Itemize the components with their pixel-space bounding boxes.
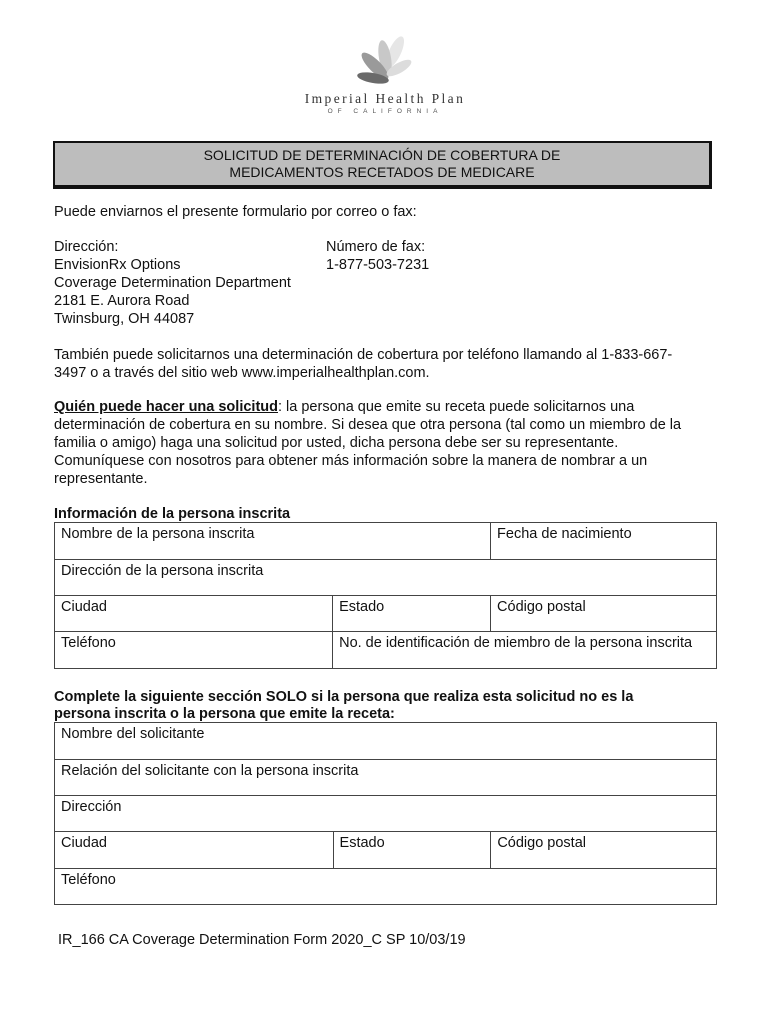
intro-text: Puede enviarnos el presente formulario por correo o fax: bbox=[54, 204, 417, 220]
who-may-request-line: representante. bbox=[54, 471, 148, 487]
enrollee-address-label: Dirección de la persona inscrita bbox=[61, 563, 264, 579]
enrollee-member-id-field[interactable] bbox=[333, 632, 717, 669]
enrollee-dob-label: Fecha de nacimiento bbox=[497, 526, 632, 542]
form-title bbox=[53, 141, 712, 189]
enrollee-phone-label: Teléfono bbox=[61, 635, 116, 651]
requester-section-title-line: Complete la siguiente sección SOLO si la persona que realiza esta solicitud no es la bbox=[54, 689, 634, 705]
requester-city-label: Ciudad bbox=[61, 835, 107, 851]
enrollee-zip-label: Código postal bbox=[497, 599, 586, 615]
phone-paragraph bbox=[54, 346, 714, 382]
enrollee-info-table bbox=[54, 522, 717, 669]
requester-state-field[interactable] bbox=[333, 832, 491, 869]
requester-state-label: Estado bbox=[339, 835, 385, 851]
fax-block bbox=[326, 238, 429, 274]
requester-info-table bbox=[54, 722, 717, 905]
enrollee-address-field[interactable] bbox=[55, 560, 717, 596]
phone-paragraph-line: También puede solicitarnos una determinación de cobertura por teléfono llamando al 1-833-667- bbox=[54, 347, 673, 363]
brand-name: Imperial Health Plan bbox=[304, 91, 466, 106]
who-may-request-paragraph bbox=[54, 398, 714, 488]
requester-address-field[interactable] bbox=[55, 796, 717, 832]
form-footer-code: IR_166 CA Coverage Determination Form 2020_C SP 10/03/19 bbox=[58, 932, 466, 948]
enrollee-name-label: Nombre de la persona inscrita bbox=[61, 526, 255, 542]
requester-phone-field[interactable] bbox=[55, 869, 717, 905]
enrollee-city-field[interactable] bbox=[55, 596, 333, 632]
imperial-health-plan-logo bbox=[285, 36, 485, 120]
phone-paragraph-line: 3497 o a través del sitio web www.imperialhealthplan.com. bbox=[54, 365, 430, 381]
requester-name-field[interactable] bbox=[55, 723, 717, 760]
requester-section-title-line: persona inscrita o la persona que emite la receta: bbox=[54, 706, 395, 722]
requester-relation-label: Relación del solicitante con la persona inscrita bbox=[61, 763, 359, 779]
address-label: Dirección: bbox=[54, 239, 119, 255]
requester-section-title bbox=[54, 689, 633, 723]
requester-address-label: Dirección bbox=[61, 799, 122, 815]
requester-name-label: Nombre del solicitante bbox=[61, 726, 205, 742]
enrollee-state-field[interactable] bbox=[333, 596, 491, 632]
form-title-line1: SOLICITUD DE DETERMINACIÓN DE COBERTURA DE bbox=[203, 147, 561, 163]
who-may-request-line: Comuníquese con nosotros para obtener más información sobre la manera de nombrar a un bbox=[54, 453, 648, 469]
fax-label: Número de fax: bbox=[326, 239, 426, 255]
enrollee-phone-field[interactable] bbox=[55, 632, 333, 669]
address-line: Twinsburg, OH 44087 bbox=[54, 311, 195, 327]
requester-phone-label: Teléfono bbox=[61, 872, 116, 888]
enrollee-zip-field[interactable] bbox=[491, 596, 717, 632]
fax-number: 1-877-503-7231 bbox=[326, 257, 430, 273]
who-may-request-line: familia o amigo) haga una solicitud por usted, dicha persona debe ser su representante. bbox=[54, 435, 619, 451]
form-title-line2: MEDICAMENTOS RECETADOS DE MEDICARE bbox=[229, 164, 535, 180]
who-may-request-heading: Quién puede hacer una solicitud bbox=[54, 399, 278, 415]
enrollee-section-title: Información de la persona inscrita bbox=[54, 506, 291, 522]
brand-subtitle: OF CALIFORNIA bbox=[327, 108, 443, 115]
enrollee-state-label: Estado bbox=[339, 599, 385, 615]
requester-city-field[interactable] bbox=[55, 832, 334, 869]
flower-logo-icon bbox=[355, 36, 415, 90]
requester-zip-label: Código postal bbox=[497, 835, 586, 851]
enrollee-dob-field[interactable] bbox=[491, 523, 717, 560]
who-may-request-text: : la persona que emite su receta puede solicitarnos una bbox=[278, 399, 635, 415]
enrollee-member-id-label: No. de identificación de miembro de la persona inscrita bbox=[339, 635, 693, 651]
mail-address-block bbox=[54, 238, 291, 328]
address-line: EnvisionRx Options bbox=[54, 257, 181, 273]
requester-relation-field[interactable] bbox=[55, 760, 717, 796]
address-line: Coverage Determination Department bbox=[54, 275, 291, 291]
who-may-request-line: determinación de cobertura en su nombre. Si desea que otra persona (tal como un miembro de la bbox=[54, 417, 682, 433]
address-line: 2181 E. Aurora Road bbox=[54, 293, 190, 309]
enrollee-name-field[interactable] bbox=[55, 523, 491, 560]
requester-zip-field[interactable] bbox=[491, 832, 717, 869]
enrollee-city-label: Ciudad bbox=[61, 599, 107, 615]
